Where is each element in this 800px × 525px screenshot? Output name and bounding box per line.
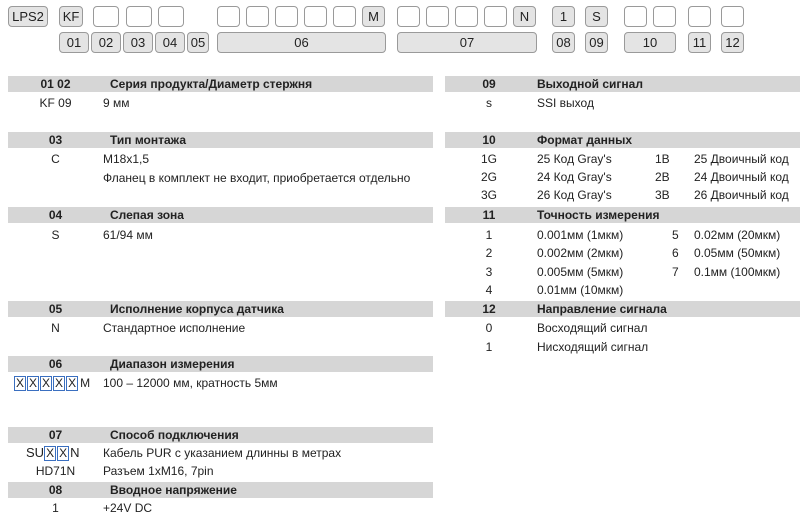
option-code: 1B <box>655 152 670 166</box>
code-box-format-2 <box>653 6 676 27</box>
range-digit-box: X <box>16 376 25 390</box>
option-value: 24 Код Gray's <box>537 170 612 184</box>
option-code: 1 <box>485 340 493 354</box>
code-box-range-5 <box>333 6 356 27</box>
code-label-07: 07 <box>397 32 537 53</box>
option-value: Нисходящий сигнал <box>537 340 649 354</box>
code-label-02: 02 <box>91 32 121 53</box>
option-code: 1G <box>480 152 497 166</box>
section-number: 07 <box>48 428 63 442</box>
code-box-range-4 <box>304 6 327 27</box>
code-box-voltage: 1 <box>552 6 575 27</box>
option-code: 0 <box>485 321 493 335</box>
section-10-header <box>445 132 800 148</box>
code-label-06: 06 <box>217 32 386 53</box>
option-value: 61/94 мм <box>103 228 153 242</box>
option-code: 2G <box>480 170 497 184</box>
option-value: Восходящий сигнал <box>537 321 648 335</box>
code-box-range-3 <box>275 6 298 27</box>
code-box-direction <box>721 6 744 27</box>
option-value: 25 Двоичный код <box>694 152 789 166</box>
option-note: Фланец в комплект не входит, приобретается отдельно <box>103 171 411 185</box>
option-code: 3 <box>485 265 493 279</box>
option-code: 3B <box>655 188 670 202</box>
code-box-range-m: M <box>362 6 385 27</box>
option-code: 7 <box>672 265 679 279</box>
range-digit-box: X <box>29 376 38 390</box>
option-code: 3G <box>480 188 497 202</box>
section-title: Серия продукта/Диаметр стержня <box>110 77 313 91</box>
option-value: 0.01мм (10мкм) <box>537 283 624 297</box>
option-value: 0.02мм (20мкм) <box>694 228 781 242</box>
code-box-series: LPS2 <box>8 6 48 27</box>
section-0102-header <box>8 76 433 92</box>
section-number: 01 02 <box>40 77 71 91</box>
section-number: 06 <box>48 357 63 371</box>
option-value: 0.005мм (5мкм) <box>537 265 624 279</box>
section-04-header <box>8 207 433 223</box>
option-code: 2 <box>485 246 493 260</box>
option-code: KF 09 <box>39 96 72 110</box>
option-value: 0.1мм (100мкм) <box>694 265 781 279</box>
range-digit-box: X <box>55 376 64 390</box>
code-box-conn-2 <box>426 6 449 27</box>
connection-suffix: N <box>70 445 80 460</box>
code-box-conn-n: N <box>513 6 536 27</box>
section-title: Формат данных <box>537 133 633 147</box>
option-code: 1 <box>52 501 59 515</box>
option-code: HD71N <box>35 464 76 478</box>
code-label-12: 12 <box>721 32 744 53</box>
code-box-conn-3 <box>455 6 478 27</box>
option-value: 9 мм <box>103 96 130 110</box>
section-title: Слепая зона <box>110 208 184 222</box>
option-code: 6 <box>672 246 679 260</box>
code-label-04: 04 <box>155 32 185 53</box>
section-number: 09 <box>482 77 496 91</box>
range-code <box>14 375 90 391</box>
section-05-header <box>8 301 433 317</box>
length-digit-box: X <box>46 446 55 460</box>
option-code: 1 <box>485 228 493 242</box>
length-digit-box: X <box>59 446 68 460</box>
code-box-mount <box>93 6 119 27</box>
section-07-header <box>8 427 433 443</box>
option-code: 5 <box>672 228 679 242</box>
section-title: Исполнение корпуса датчика <box>110 302 284 316</box>
connection-code <box>26 445 79 461</box>
connection-prefix: SU <box>26 445 45 460</box>
option-code: 2B <box>655 170 670 184</box>
option-value: 26 Двоичный код <box>694 188 789 202</box>
code-label-05: 05 <box>187 32 209 53</box>
option-value: Стандартное исполнение <box>103 321 246 335</box>
code-label-11: 11 <box>688 32 711 53</box>
section-number: 03 <box>48 133 63 147</box>
range-digit-box: X <box>42 376 51 390</box>
section-number: 04 <box>48 208 63 222</box>
code-label-09: 09 <box>585 32 608 53</box>
option-code: N <box>51 321 60 335</box>
option-code: s <box>486 96 492 110</box>
section-title: Тип монтажа <box>110 133 187 147</box>
code-box-format-1 <box>624 6 647 27</box>
option-value: 25 Код Gray's <box>537 152 612 166</box>
range-digit-box: X <box>68 376 77 390</box>
section-title: Вводное напряжение <box>110 483 237 497</box>
code-box-conn-1 <box>397 6 420 27</box>
code-box-range-2 <box>246 6 269 27</box>
option-value: 0.002мм (2мкм) <box>537 246 624 260</box>
section-08-header <box>8 482 433 498</box>
section-11-header <box>445 207 800 223</box>
option-code: 4 <box>485 283 493 297</box>
code-box-conn-4 <box>484 6 507 27</box>
option-value: 0.001мм (1мкм) <box>537 228 624 242</box>
section-06-header <box>8 356 433 372</box>
code-box-range-1 <box>217 6 240 27</box>
code-label-08: 08 <box>552 32 575 53</box>
option-value: 24 Двоичный код <box>694 170 789 184</box>
section-number: 11 <box>482 208 496 222</box>
option-value: 26 Код Gray's <box>537 188 612 202</box>
option-value: 0.05мм (50мкм) <box>694 246 781 260</box>
code-box-housing <box>158 6 184 27</box>
section-number: 08 <box>48 483 63 497</box>
section-12-header <box>445 301 800 317</box>
section-title: Выходной сигнал <box>537 77 643 91</box>
code-box-accuracy <box>688 6 711 27</box>
code-box-output: S <box>585 6 608 27</box>
option-value: +24V DC <box>103 501 153 515</box>
option-value: M18x1,5 <box>103 152 150 166</box>
option-code: C <box>51 152 60 166</box>
option-value: Разъем 1xM16, 7pin <box>103 464 214 478</box>
code-label-03: 03 <box>123 32 153 53</box>
code-label-10: 10 <box>624 32 676 53</box>
option-code: S <box>51 228 60 242</box>
option-value: 100 – 12000 мм, кратность 5мм <box>103 376 278 390</box>
range-suffix: M <box>80 376 91 390</box>
section-09-header <box>445 76 800 92</box>
section-title: Способ подключения <box>110 428 239 442</box>
section-number: 05 <box>48 302 63 316</box>
option-value: Кабель PUR с указанием длинны в метрах <box>103 446 342 460</box>
section-title: Точность измерения <box>537 208 660 222</box>
code-box-diameter: KF <box>59 6 83 27</box>
section-title: Диапазон измерения <box>110 357 235 371</box>
code-box-blind-zone <box>126 6 152 27</box>
section-title: Направление сигнала <box>537 302 667 316</box>
option-value: SSI выход <box>537 96 594 110</box>
section-number: 12 <box>482 302 496 316</box>
section-number: 10 <box>482 133 496 147</box>
section-03-header <box>8 132 433 148</box>
code-label-01: 01 <box>59 32 89 53</box>
